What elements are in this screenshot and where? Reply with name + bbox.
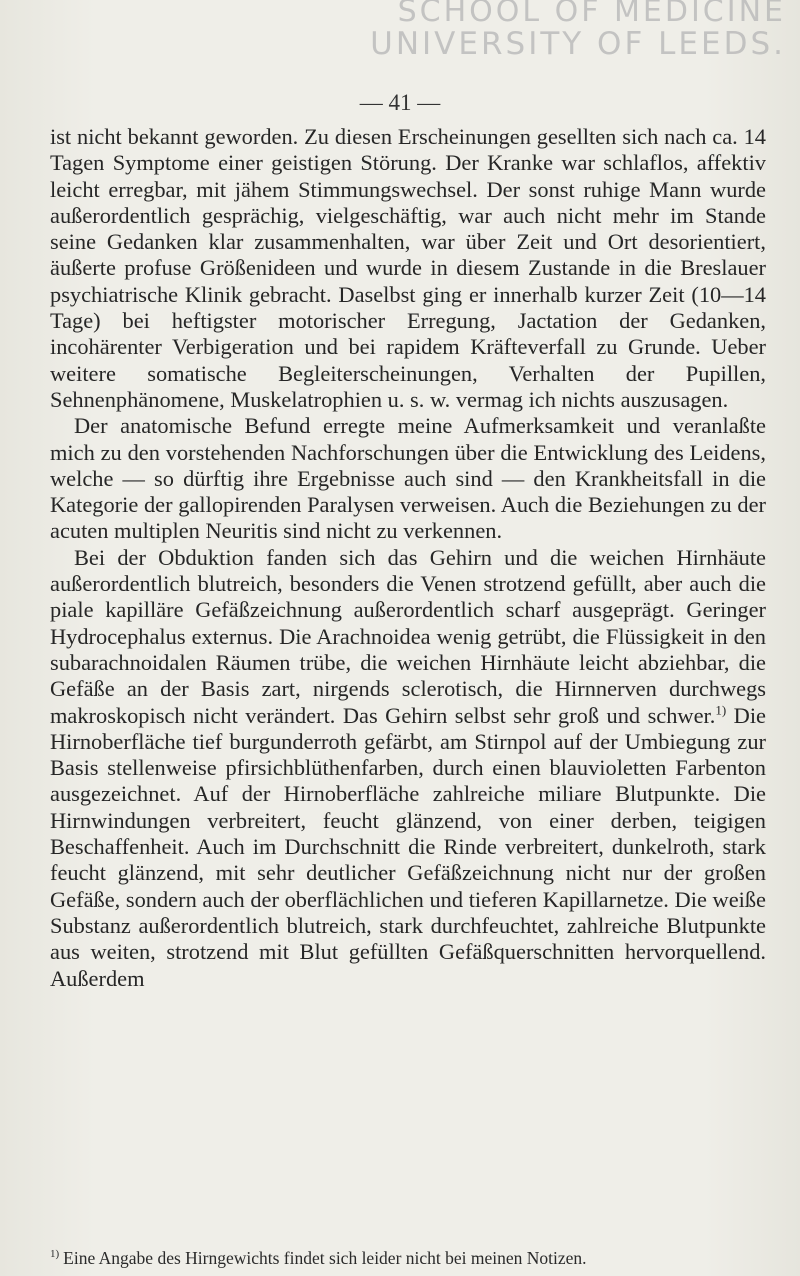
library-stamp xyxy=(266,0,786,70)
paragraph-autopsy xyxy=(50,545,766,992)
footnote-reference: 1) xyxy=(715,702,727,718)
paragraph-anatomical-finding: Der anatomische Befund erregte meine Aufmerksamkeit und veranlaßte mich zu den vorstehenden Nachforschungen über die Entwicklung des Leidens, welche — so dürftig ihre Ergebnisse auch sind — den Krankheitsfall in die Kategorie der gallopirenden Paralysen verweisen. Auch die Beziehungen zu der acuten multiplen Neuritis sind nicht zu verkennen. xyxy=(50,413,766,544)
footnote-mark: 1) xyxy=(50,1248,60,1261)
paragraph-case-history: ist nicht bekannt geworden. Zu diesen Erscheinungen gesellten sich nach ca. 14 Tagen Symptome einer geistigen Störung. Der Kranke war schlaflos, affektiv leicht erregbar, mit jähem Stimmungswechsel. Der sonst ruhige Mann wurde außerordentlich gesprächig, vielgeschäftig, war auch nicht mehr im Stande seine Gedanken klar zusammenhalten, war über Zeit und Ort desorientiert, äußerte profuse Größenideen und wurde in diesem Zustande in die Breslauer psychiatrische Klinik gebracht. Daselbst ging er innerhalb kurzer Zeit (10—14 Tage) bei heftigster motorischer Erregung, Jactation der Gedanken, incohärenter Verbigeration und bei rapidem Kräfteverfall zu Grunde. Ueber weitere somatische Begleiterscheinungen, Verhalten der Pupillen, Sehnenphänomene, Muskelatrophien u. s. w. vermag ich nichts auszusagen. xyxy=(50,124,766,412)
autopsy-text-part2: Die Hirnoberfläche tief burgunderroth gefärbt, am Stirnpol auf der Umbiegung zur Basis stellenweise pfirsichblüthenfarben, durch einen blauvioletten Farbenton ausgezeichnet. Auf der Hirnoberfläche zahlreiche miliare Blutpunkte. Die Hirnwindungen verbreitert, feucht glänzend, von einer derben, teigigen Beschaffenheit. Auch im Durchschnitt die Rinde verbreitert, dunkelroth, stark feucht glänzend, mit sehr deutlicher Gefäßzeichnung nicht nur der großen Gefäße, sondern auch der oberflächlichen und tieferen Kapillarnetze. Die weiße Substanz außerordentlich blutreich, stark durchfeuchtet, zahlreiche Blutpunkte aus weiten, strotzend mit Blut gefüllten Gefäßquerschnitten hervorquellend. Außerdem xyxy=(50,702,766,991)
main-text xyxy=(50,124,766,992)
stamp-line-school: SCHOOL OF MEDICINE xyxy=(397,0,786,29)
page-number: — 41 — xyxy=(359,90,441,115)
footnote xyxy=(50,1248,766,1269)
autopsy-text-part1: Bei der Obduktion fanden sich das Gehirn und die weichen Hirnhäute außerordentlich blutreich, besonders die Venen strotzend gefüllt, aber auch die piale kapilläre Gefäßzeichnung außerordentlich scharf ausgeprägt. Geringer Hydrocephalus externus. Die Arachnoidea wenig getrübt, die Flüssigkeit in den subarachnoidalen Räumen trübe, die weichen Hirnhäute leicht abziehbar, die Gefäße an der Basis zart, nirgends sclerotisch, die Hirnnerven durchwegs makroskopisch nicht verändert. Das Gehirn selbst sehr groß und schwer. xyxy=(50,544,766,728)
footnote-text: Eine Angabe des Hirngewichts findet sich leider nicht bei meinen Notizen. xyxy=(63,1248,587,1268)
stamp-line-university: UNIVERSITY OF LEEDS. xyxy=(370,26,786,62)
